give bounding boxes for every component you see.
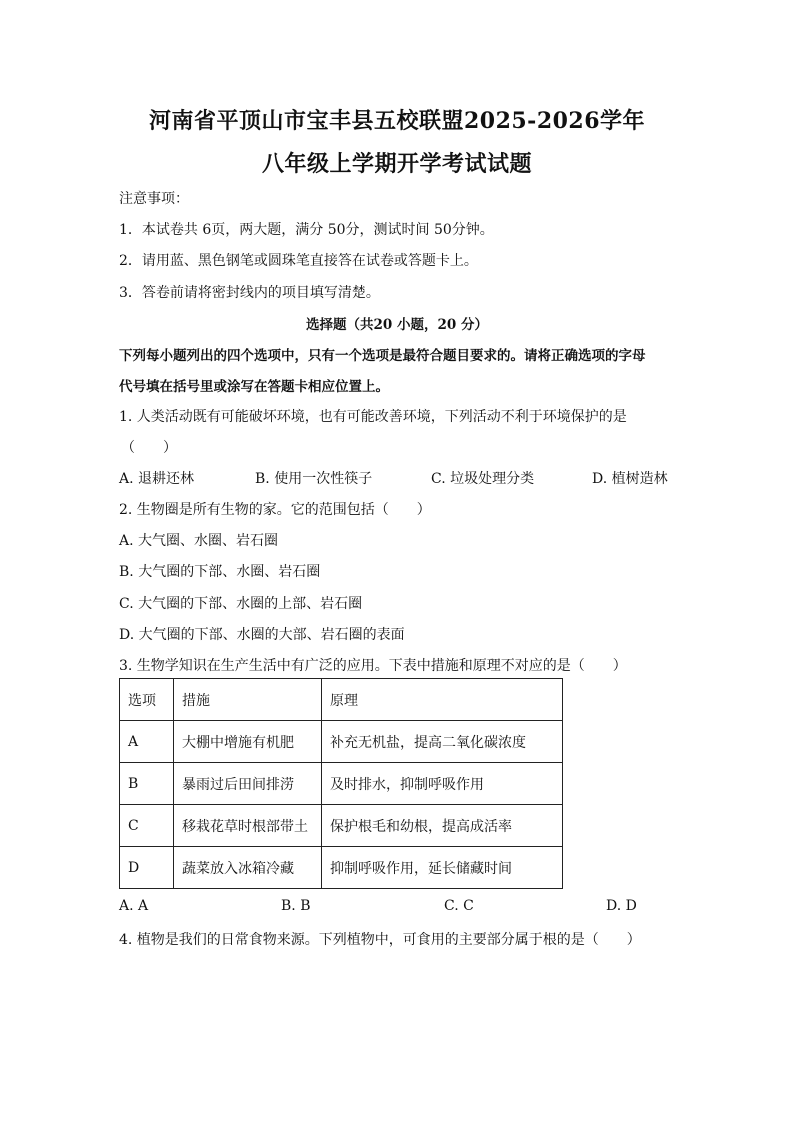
exam-title-line2: 八年级上学期开学考试试题 — [261, 151, 532, 177]
q2-option-d: D. 大气圈的下部、水圈的大部、岩石圈的表面 — [119, 627, 405, 643]
notes-heading: 注意事项： — [119, 191, 189, 207]
q3-option-a: A. A — [119, 898, 149, 914]
table-cell: 大棚中增施有机肥 — [174, 721, 322, 763]
table-cell: 蔬菜放入冰箱冷藏 — [174, 847, 322, 889]
q1-blank: （ ） — [121, 440, 177, 456]
q1-option-d: D. 植树造林 — [592, 471, 668, 487]
note-item-1: 1．本试卷共 6页，两大题，满分 50分，测试时间 50分钟。 — [119, 222, 494, 238]
note-item-3: 3．答卷前请将密封线内的项目填写清楚。 — [119, 285, 380, 301]
table-row — [120, 763, 563, 805]
q3-option-c: C. C — [444, 898, 474, 914]
table-cell: 移栽花草时根部带土 — [174, 805, 322, 847]
table-cell: 抑制呼吸作用，延长储藏时间 — [322, 847, 563, 889]
q3-stem: 3. 生物学知识在生产生活中有广泛的应用。下表中措施和原理不对应的是（ ） — [119, 658, 627, 674]
table-cell: D — [120, 847, 174, 889]
table-row — [120, 847, 563, 889]
q1-option-a: A. 退耕还林 — [119, 471, 195, 487]
table-cell: B — [120, 763, 174, 805]
table-cell: 暴雨过后田间排涝 — [174, 763, 322, 805]
table-cell: 及时排水，抑制呼吸作用 — [322, 763, 563, 805]
q1-option-b: B. 使用一次性筷子 — [255, 471, 373, 487]
q2-option-b: B. 大气圈的下部、水圈、岩石圈 — [119, 564, 321, 580]
q2-option-a: A. 大气圈、水圈、岩石圈 — [119, 533, 279, 549]
exam-title-line1: 河南省平顶山市宝丰县五校联盟2025-2026学年 — [148, 108, 646, 134]
q3-option-d: D. D — [606, 898, 637, 914]
table-cell: A — [120, 721, 174, 763]
section-title: 选择题（共20 小题，20 分） — [306, 317, 488, 333]
q3-table — [119, 678, 563, 889]
q1-option-c: C. 垃圾处理分类 — [431, 471, 535, 487]
table-header-cell: 措施 — [174, 679, 322, 721]
table-row — [120, 721, 563, 763]
table-cell: C — [120, 805, 174, 847]
section-instruction-line1: 下列每小题列出的四个选项中，只有一个选项是最符合题目要求的。请将正确选项的字母 — [119, 348, 646, 364]
q4-stem: 4. 植物是我们的日常食物来源。下列植物中，可食用的主要部分属于根的是（ ） — [119, 932, 641, 948]
q2-stem: 2. 生物圈是所有生物的家。它的范围包括（ ） — [119, 502, 431, 518]
table-row — [120, 805, 563, 847]
table-cell: 保护根毛和幼根，提高成活率 — [322, 805, 563, 847]
section-instruction-line2: 代号填在括号里或涂写在答题卡相应位置上。 — [119, 379, 389, 395]
q2-option-c: C. 大气圈的下部、水圈的上部、岩石圈 — [119, 596, 363, 612]
table-header-cell: 选项 — [120, 679, 174, 721]
q1-stem: 1. 人类活动既有可能破坏环境，也有可能改善环境，下列活动不利于环境保护的是 — [119, 409, 627, 425]
table-header-cell: 原理 — [322, 679, 563, 721]
table-header-row — [120, 679, 563, 721]
table-cell: 补充无机盐，提高二氧化碳浓度 — [322, 721, 563, 763]
q3-option-b: B. B — [281, 898, 311, 914]
note-item-2: 2．请用蓝、黑色钢笔或圆珠笔直接答在试卷或答题卡上。 — [119, 253, 478, 269]
